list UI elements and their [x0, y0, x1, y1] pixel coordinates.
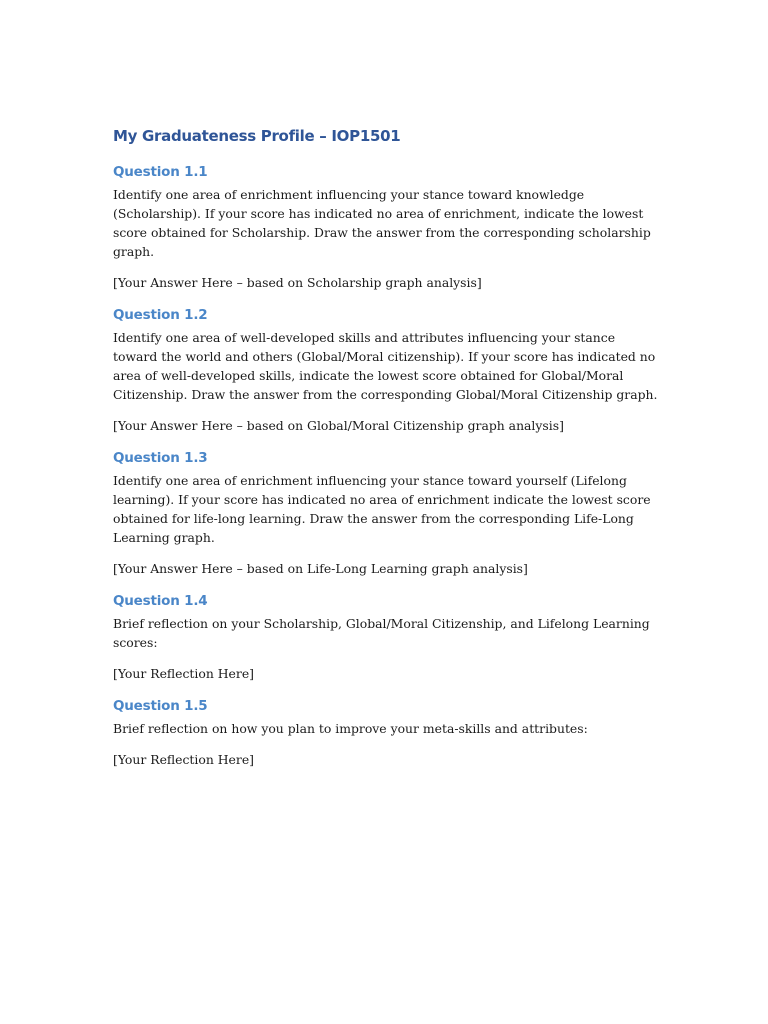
- reflection-placeholder[interactable]: [Your Reflection Here]: [113, 666, 254, 681]
- question-heading: Question 1.2: [113, 307, 208, 323]
- document-title: My Graduateness Profile – IOP1501: [113, 127, 401, 145]
- question-heading: Question 1.3: [113, 450, 208, 466]
- answer-placeholder[interactable]: [Your Answer Here – based on Scholarship graph analysis]: [113, 275, 482, 290]
- answer-placeholder[interactable]: [Your Answer Here – based on Global/Moral Citizenship graph analysis]: [113, 418, 564, 433]
- question-heading: Question 1.1: [113, 164, 208, 180]
- answer-placeholder[interactable]: [Your Answer Here – based on Life-Long Learning graph analysis]: [113, 561, 528, 576]
- question-text: Brief reflection on your Scholarship, Global/Moral Citizenship, and Lifelong Learning scores:: [113, 616, 650, 650]
- question-text: Identify one area of enrichment influencing your stance toward knowledge (Scholarship). If your score has indicated no area of enrichment, indicate the lowest score obtained for Scholarship. Draw the answer from the corresponding scholarship graph.: [113, 187, 651, 259]
- question-1-1: [113, 162, 658, 292]
- reflection-placeholder[interactable]: [Your Reflection Here]: [113, 752, 254, 767]
- question-heading: Question 1.5: [113, 698, 208, 714]
- question-1-2: [113, 305, 658, 435]
- document-page: [113, 124, 658, 782]
- question-heading: Question 1.4: [113, 593, 208, 609]
- question-text: Identify one area of well-developed skills and attributes influencing your stance toward the world and others (Global/Moral citizenship). If your score has indicated no area of well-developed skills, indicate the lowest score obtained for Global/Moral Citizenship. Draw the answer from the corresponding Global/Moral Citizenship graph.: [113, 330, 658, 402]
- question-text: Brief reflection on how you plan to improve your meta-skills and attributes:: [113, 721, 588, 736]
- question-1-5: [113, 696, 658, 769]
- question-1-4: [113, 591, 658, 683]
- question-1-3: [113, 448, 658, 578]
- question-text: Identify one area of enrichment influencing your stance toward yourself (Lifelong learning). If your score has indicated no area of enrichment indicate the lowest score obtained for life-long learning. Draw the answer from the corresponding Life-Long Learning graph.: [113, 473, 651, 545]
